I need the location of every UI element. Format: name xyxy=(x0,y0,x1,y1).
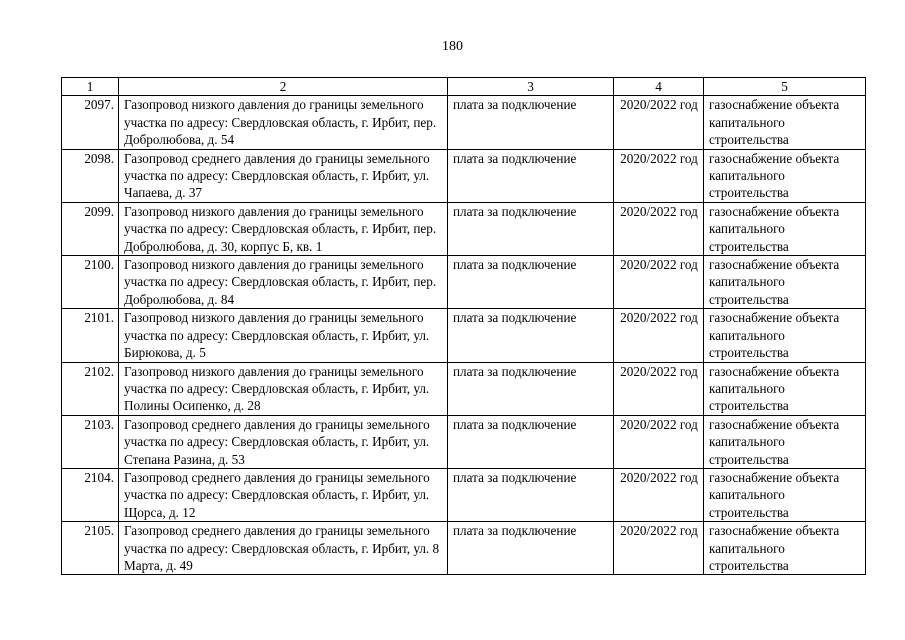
implementation-period: 2020/2022 год xyxy=(614,468,704,521)
implementation-period: 2020/2022 год xyxy=(614,362,704,415)
column-number-2: 2 xyxy=(119,78,448,96)
implementation-period: 2020/2022 год xyxy=(614,256,704,309)
table-row xyxy=(62,362,866,415)
implementation-period: 2020/2022 год xyxy=(614,96,704,149)
column-number-3: 3 xyxy=(448,78,614,96)
table-row xyxy=(62,202,866,255)
table-row xyxy=(62,96,866,149)
implementation-period: 2020/2022 год xyxy=(614,202,704,255)
implementation-period: 2020/2022 год xyxy=(614,149,704,202)
object-description: Газопровод низкого давления до границы земельного участка по адресу: Свердловская область, г. Ирбит, пер. Добролюбова, д. 30, корпус Б, кв. 1 xyxy=(119,202,448,255)
row-number: 2097. xyxy=(62,96,119,149)
object-description: Газопровод низкого давления до границы земельного участка по адресу: Свердловская область, г. Ирбит, пер. Добролюбова, д. 84 xyxy=(119,256,448,309)
funding-source: плата за подключение xyxy=(448,96,614,149)
funding-source: плата за подключение xyxy=(448,202,614,255)
funding-source: плата за подключение xyxy=(448,415,614,468)
funding-source: плата за подключение xyxy=(448,522,614,575)
object-description: Газопровод среднего давления до границы земельного участка по адресу: Свердловская область, г. Ирбит, ул. Степана Разина, д. 53 xyxy=(119,415,448,468)
object-description: Газопровод низкого давления до границы земельного участка по адресу: Свердловская область, г. Ирбит, ул. Бирюкова, д. 5 xyxy=(119,309,448,362)
row-number: 2101. xyxy=(62,309,119,362)
funding-source: плата за подключение xyxy=(448,149,614,202)
object-description: Газопровод среднего давления до границы земельного участка по адресу: Свердловская область, г. Ирбит, ул. Чапаева, д. 37 xyxy=(119,149,448,202)
purpose: газоснабжение объекта капитального строительства xyxy=(704,468,866,521)
table-row xyxy=(62,468,866,521)
purpose: газоснабжение объекта капитального строительства xyxy=(704,309,866,362)
funding-source: плата за подключение xyxy=(448,468,614,521)
purpose: газоснабжение объекта капитального строительства xyxy=(704,96,866,149)
object-description: Газопровод низкого давления до границы земельного участка по адресу: Свердловская область, г. Ирбит, ул. Полины Осипенко, д. 28 xyxy=(119,362,448,415)
table-row xyxy=(62,309,866,362)
purpose: газоснабжение объекта капитального строительства xyxy=(704,362,866,415)
column-number-row xyxy=(62,78,866,96)
implementation-period: 2020/2022 год xyxy=(614,522,704,575)
table-row xyxy=(62,256,866,309)
table-row xyxy=(62,415,866,468)
object-description: Газопровод среднего давления до границы земельного участка по адресу: Свердловская область, г. Ирбит, ул. Щорса, д. 12 xyxy=(119,468,448,521)
row-number: 2099. xyxy=(62,202,119,255)
object-description: Газопровод низкого давления до границы земельного участка по адресу: Свердловская область, г. Ирбит, пер. Добролюбова, д. 54 xyxy=(119,96,448,149)
purpose: газоснабжение объекта капитального строительства xyxy=(704,202,866,255)
row-number: 2105. xyxy=(62,522,119,575)
column-number-4: 4 xyxy=(614,78,704,96)
object-description: Газопровод среднего давления до границы земельного участка по адресу: Свердловская область, г. Ирбит, ул. 8 Марта, д. 49 xyxy=(119,522,448,575)
implementation-period: 2020/2022 год xyxy=(614,309,704,362)
table-row xyxy=(62,149,866,202)
page-number: 180 xyxy=(442,39,463,54)
column-number-5: 5 xyxy=(704,78,866,96)
row-number: 2102. xyxy=(62,362,119,415)
row-number: 2098. xyxy=(62,149,119,202)
implementation-period: 2020/2022 год xyxy=(614,415,704,468)
table-row xyxy=(62,522,866,575)
purpose: газоснабжение объекта капитального строительства xyxy=(704,149,866,202)
row-number: 2104. xyxy=(62,468,119,521)
column-number-1: 1 xyxy=(62,78,119,96)
row-number: 2100. xyxy=(62,256,119,309)
purpose: газоснабжение объекта капитального строительства xyxy=(704,522,866,575)
register-table xyxy=(61,77,866,575)
purpose: газоснабжение объекта капитального строительства xyxy=(704,256,866,309)
funding-source: плата за подключение xyxy=(448,309,614,362)
funding-source: плата за подключение xyxy=(448,256,614,309)
purpose: газоснабжение объекта капитального строительства xyxy=(704,415,866,468)
row-number: 2103. xyxy=(62,415,119,468)
funding-source: плата за подключение xyxy=(448,362,614,415)
